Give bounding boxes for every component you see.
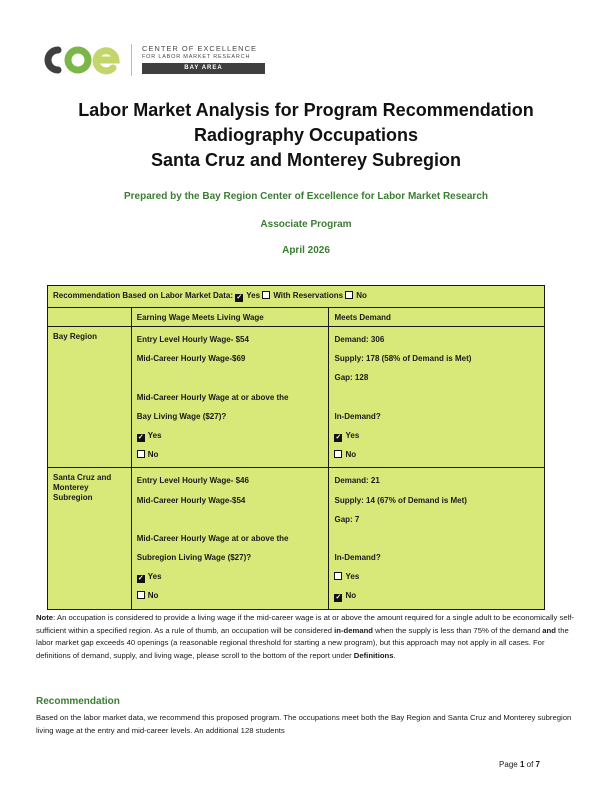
page-number (499, 760, 540, 769)
wage-cell (131, 327, 329, 468)
unchecked-box-icon (262, 291, 270, 299)
unchecked-box-icon (345, 291, 353, 299)
wage-no (137, 445, 324, 464)
recommendation-header-label: Recommendation Based on Labor Market Data: (53, 291, 234, 300)
no-label: No (147, 450, 159, 460)
demand-cell (329, 468, 545, 609)
mid-wage: Mid-Career Hourly Wage-$69 (136, 354, 246, 364)
program-type: Associate Program (260, 219, 352, 230)
demand-yes (334, 426, 539, 445)
prepared-by: Prepared by the Bay Region Center of Excellence for Labor Market Research (123, 191, 488, 202)
current-page: 1 (519, 760, 525, 769)
wage-question: Mid-Career Hourly Wage at or above the (136, 533, 289, 543)
title-line-1: Labor Market Analysis for Program Recommendation (78, 100, 534, 120)
yes-label: Yes (147, 430, 162, 440)
wage-no (137, 586, 324, 605)
no-label: No (345, 450, 357, 460)
total-pages: 7 (535, 760, 540, 769)
mid-wage: Mid-Career Hourly Wage-$54 (136, 495, 246, 505)
demand-no (334, 586, 539, 605)
empty-header-cell (48, 308, 132, 327)
option-yes-label: Yes (246, 291, 261, 300)
recommendation-table (47, 285, 545, 610)
recommendation-body: Based on the labor market data, we recommend this proposed program. The occupations meet both the Bay Region and Santa Cruz and Monterey subregion living wage at the entry and mid-career levels. An additional 128 students (36, 713, 572, 735)
region-label: Santa Cruz and Monterey Subregion (48, 468, 132, 609)
table-row (48, 468, 545, 609)
page-label: Page (499, 760, 518, 769)
demand-yes (334, 567, 539, 586)
spacer (137, 368, 324, 387)
option-no-label: No (356, 291, 367, 300)
recommendation-heading: Recommendation (36, 696, 120, 707)
of-label: of (526, 760, 534, 769)
logo-line1: CENTER OF EXCELLENCE (142, 44, 258, 53)
note-text-1: : An occupation is considered to provide a living wage if the mid-career wage is at or above the amount required for a single adult to be economically self-sufficient within a specified region. As a rule of thumb, an occupation will be considered (36, 613, 574, 635)
gap-value: Gap: 128 (334, 373, 369, 383)
column-header-wage: Earning Wage Meets Living Wage (131, 308, 329, 327)
report-title (0, 98, 612, 173)
logo-line2: FOR LABOR MARKET RESEARCH (142, 54, 251, 60)
demand-question: In-Demand? (334, 411, 381, 421)
demand-cell (329, 327, 545, 468)
checked-box-icon: ✓ (335, 594, 342, 602)
title-line-2: Radiography Occupations (193, 125, 419, 145)
note-paragraph (36, 612, 576, 662)
table-row (48, 327, 545, 468)
unchecked-box-icon (137, 450, 145, 458)
yes-label: Yes (345, 572, 360, 582)
note-text-2: when the supply is less than 75% of the demand (373, 625, 543, 635)
yes-label: Yes (345, 430, 360, 440)
wage-question: Mid-Career Hourly Wage at or above the (136, 392, 289, 402)
note-bold-3: Definitions (353, 650, 394, 660)
demand-question: In-Demand? (334, 553, 381, 563)
no-label: No (147, 591, 159, 601)
checked-box-icon: ✓ (335, 433, 342, 441)
entry-wage: Entry Level Hourly Wage- $46 (136, 476, 249, 486)
spacer (334, 388, 539, 407)
unchecked-box-icon (334, 572, 342, 580)
demand-value: Demand: 306 (334, 335, 385, 344)
wage-question-cont: Subregion Living Wage ($27)? (136, 553, 252, 563)
spacer (334, 529, 539, 548)
wage-question-cont: Bay Living Wage ($27)? (136, 411, 227, 421)
logo-text (142, 44, 272, 74)
spacer (137, 510, 324, 529)
note-text-3: the labor market gap exceeds 40 openings (a reasonable regional threshold for starting a new program), but this approach may not apply in all cases. For definitions of demand, supply, and living wage, please scroll to the bottom of the report under (36, 625, 569, 660)
recommendation-header (48, 286, 545, 308)
note-text-4: . (393, 650, 396, 660)
unchecked-box-icon (137, 591, 145, 599)
checked-box-icon: ✓ (137, 433, 144, 441)
title-line-3: Santa Cruz and Monterey Subregion (150, 150, 462, 170)
wage-yes (137, 426, 324, 445)
no-label: No (345, 591, 357, 601)
coe-logo (36, 40, 266, 82)
note-bold-2: and (542, 625, 556, 635)
unchecked-box-icon (334, 450, 342, 458)
yes-label: Yes (147, 572, 162, 582)
checked-box-icon: ✓ (236, 294, 243, 301)
logo-divider (131, 44, 132, 76)
report-date: April 2026 (282, 245, 330, 256)
region-label: Bay Region (48, 327, 132, 468)
supply-value: Supply: 14 (67% of Demand is Met) (334, 495, 467, 505)
logo-region-bar: BAY AREA (142, 63, 265, 74)
supply-value: Supply: 178 (58% of Demand is Met) (334, 354, 472, 364)
option-reservations-label: With Reservations (273, 291, 344, 300)
note-bold-1: in-demand (334, 625, 374, 635)
note-label: Note (36, 613, 54, 622)
demand-no (334, 445, 539, 464)
wage-cell (131, 468, 329, 609)
gap-value: Gap: 7 (334, 514, 360, 524)
wage-yes (137, 567, 324, 586)
coe-logo-mark (36, 42, 122, 78)
demand-value: Demand: 21 (334, 476, 380, 486)
checked-box-icon: ✓ (137, 575, 144, 583)
column-header-demand: Meets Demand (329, 308, 545, 327)
entry-wage: Entry Level Hourly Wage- $54 (136, 335, 249, 344)
